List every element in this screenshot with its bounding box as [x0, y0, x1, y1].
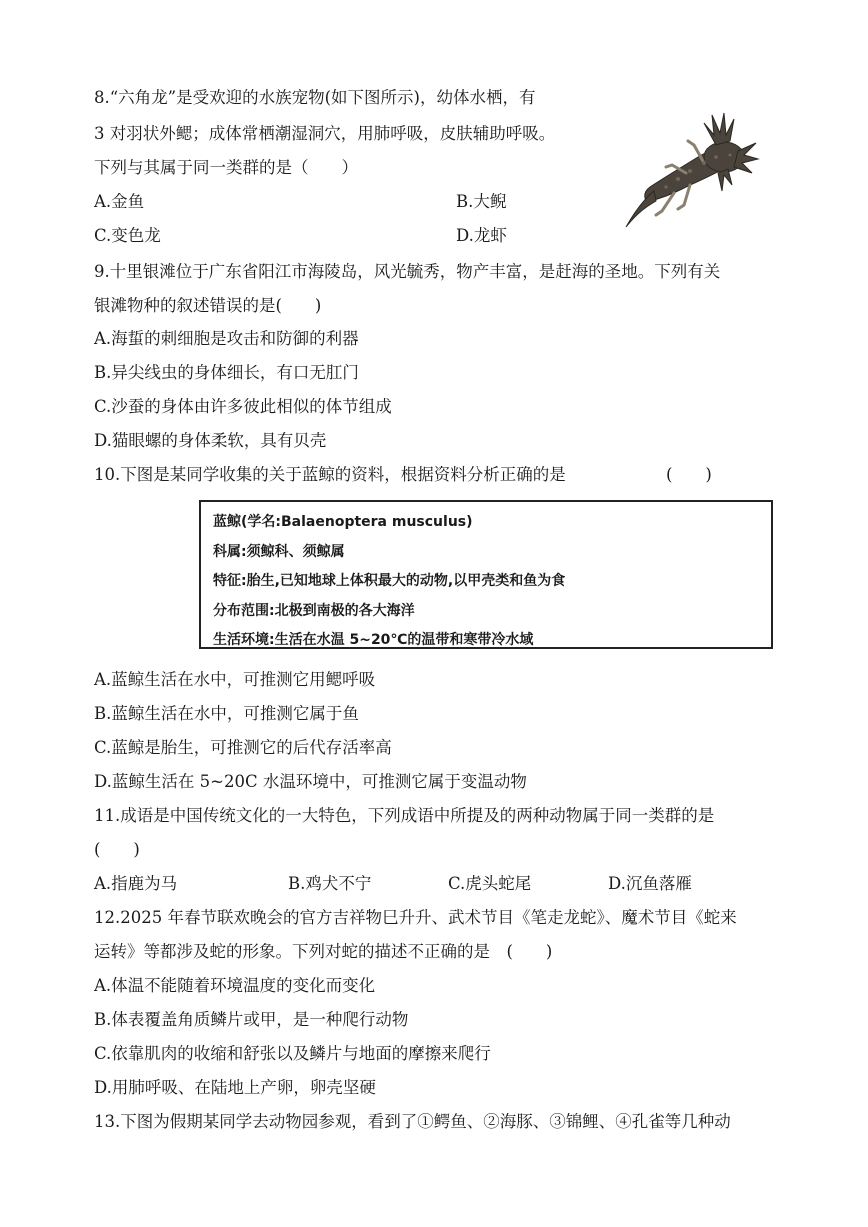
q8-option-a: A.金鱼 [94, 192, 145, 211]
q12-stem-line-1: 12.2025 年春节联欢晚会的官方吉祥物巳升升、武术节目《笔走龙蛇》、魔术节目《蛇来 [94, 908, 737, 927]
q12-option-a: A.体温不能随着环境温度的变化而变化 [94, 976, 376, 995]
blue-whale-info-box [199, 500, 773, 649]
q11-option-b: B.鸡犬不宁 [288, 874, 372, 893]
q8-stem-line-2: 3 对羽状外鳃；成体常栖潮湿洞穴，用肺呼吸，皮肤辅助呼吸。 [94, 124, 556, 143]
q8-option-c: C.变色龙 [94, 226, 161, 245]
q12-option-b: B.体表覆盖角质鳞片或甲，是一种爬行动物 [94, 1010, 409, 1029]
q8-option-d: D.龙虾 [456, 226, 507, 245]
q10-option-b: B.蓝鲸生活在水中，可推测它属于鱼 [94, 704, 359, 723]
q11-option-d: D.沉鱼落雁 [608, 874, 692, 893]
q9-option-b: B.异尖线虫的身体细长，有口无肛门 [94, 363, 359, 382]
q11-option-a: A.指鹿为马 [94, 874, 178, 893]
q9-option-d: D.猫眼螺的身体柔软，具有贝壳 [94, 431, 327, 450]
q10-option-a: A.蓝鲸生活在水中，可推测它用鳃呼吸 [94, 670, 376, 689]
info-box-name: 蓝鲸(学名:Balaenoptera musculus) [213, 514, 473, 530]
q12-option-d: D.用肺呼吸、在陆地上产卵，卵壳坚硬 [94, 1078, 376, 1097]
q8-option-b: B.大鲵 [456, 192, 507, 211]
info-box-features: 特征:胎生,已知地球上体积最大的动物,以甲壳类和鱼为食 [213, 573, 566, 589]
q9-option-a: A.海蜇的刺细胞是攻击和防御的利器 [94, 329, 359, 348]
q8-stem-line-1: 8.“六角龙”是受欢迎的水族宠物(如下图所示)，幼体水栖，有 [94, 88, 536, 107]
axolotl-image [620, 105, 760, 230]
q9-stem-line-1: 9.十里银滩位于广东省阳江市海陵岛，风光毓秀，物产丰富，是赶海的圣地。下列有关 [94, 262, 721, 281]
q9-stem-line-2: 银滩物种的叙述错误的是( ) [94, 296, 322, 315]
info-box-distribution: 分布范围:北极到南极的各大海洋 [213, 602, 415, 619]
q10-option-d: D.蓝鲸生活在 5~20C 水温环境中，可推测它属于变温动物 [94, 772, 527, 791]
q13-stem-line-1: 13.下图为假期某同学去动物园参观，看到了①鳄鱼、②海豚、③锦鲤、④孔雀等几种动 [94, 1112, 731, 1131]
q10-stem: 10.下图是某同学收集的关于蓝鲸的资料，根据资料分析正确的是 [94, 465, 566, 484]
q10-option-c: C.蓝鲸是胎生，可推测它的后代存活率高 [94, 738, 392, 757]
q12-stem-line-2: 运转》等都涉及蛇的形象。下列对蛇的描述不正确的是 ( ) [94, 942, 553, 961]
q12-option-c: C.依靠肌肉的收缩和舒张以及鳞片与地面的摩擦来爬行 [94, 1044, 491, 1063]
q11-stem-line-2: ( ) [94, 840, 140, 859]
q8-stem-line-3: 下列与其属于同一类群的是（ ） [94, 158, 358, 177]
q11-option-c: C.虎头蛇尾 [448, 874, 532, 893]
q9-option-c: C.沙蚕的身体由许多彼此相似的体节组成 [94, 397, 392, 416]
info-box-habitat: 生活环境:生活在水温 5~20℃的温带和寒带冷水域 [213, 632, 534, 648]
info-box-family: 科属:须鲸科、须鲸属 [213, 543, 345, 560]
q10-answer-paren: ( ) [666, 465, 712, 484]
q11-stem-line-1: 11.成语是中国传统文化的一大特色，下列成语中所提及的两种动物属于同一类群的是 [94, 806, 715, 825]
